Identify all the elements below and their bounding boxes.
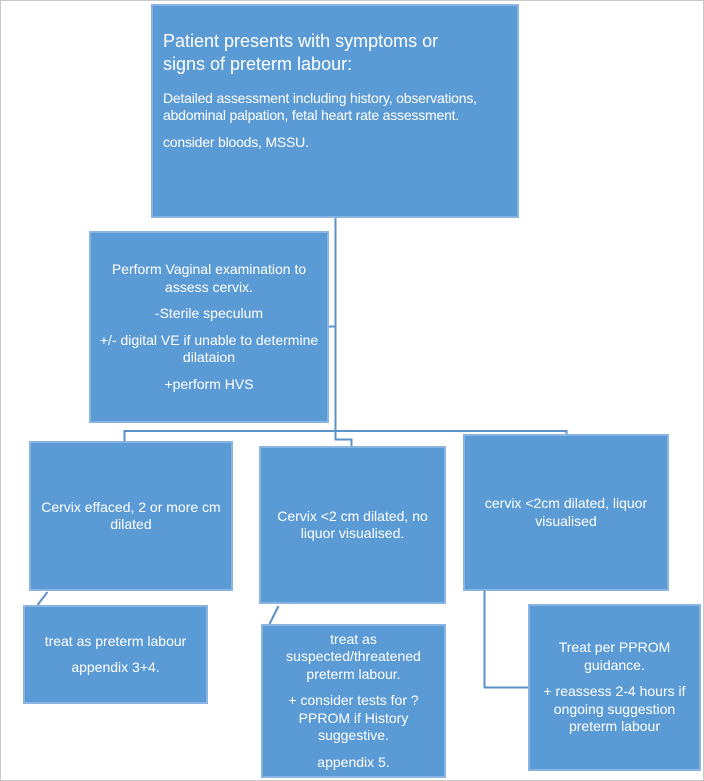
branch-cervix-effaced-box <box>29 441 233 591</box>
outcome-suspected-preterm-box <box>261 624 446 778</box>
presenting-assessment-text: Detailed assessment including history, observations, abdominal palpation, fetal heart rate assessment. <box>163 89 477 124</box>
presenting-title: Patient presents with symptoms or signs of preterm labour: <box>163 31 439 75</box>
presenting-bloods-text: consider bloods, MSSU. <box>163 133 309 150</box>
branch-liquor-visualised-box <box>463 434 669 591</box>
exam-line-3: +/- digital VE if unable to determine dilataion <box>99 331 319 365</box>
branch-no-liquor-text: Cervix <2 cm dilated, no liquor visualised. <box>277 507 428 541</box>
connector-noliquor-to-suspected <box>270 606 279 624</box>
vaginal-examination-box <box>89 231 329 423</box>
outcome-suspected-line-1: treat as suspected/threatened preterm labour. <box>286 630 421 682</box>
exam-line-4: +perform HVS <box>164 375 254 392</box>
connector-liquor-to-pprom <box>485 591 529 688</box>
outcome-pprom-line-2: + reassess 2-4 hours if ongoing suggestion preterm labour <box>543 683 686 735</box>
outcome-preterm-labour-box <box>23 605 208 704</box>
outcome-suspected-line-2: + consider tests for ?PPROM if History suggestive. <box>288 692 419 744</box>
outcome-pprom-line-1: Treat per PPROM guidance. <box>558 639 671 673</box>
branch-no-liquor-box <box>259 446 446 604</box>
presenting-symptoms-box <box>151 4 519 218</box>
outcome-preterm-line-2: appendix 3+4. <box>71 659 160 675</box>
branch-effaced-text: Cervix effaced, 2 or more cm dilated <box>41 498 221 532</box>
outcome-suspected-line-3: appendix 5. <box>317 753 390 770</box>
branch-liquor-text: cervix <2cm dilated, liquor visualised <box>484 495 648 529</box>
connector-middle-jog <box>336 431 352 447</box>
outcome-pprom-guidance-box <box>528 604 701 771</box>
exam-line-2: -Sterile speculum <box>154 305 264 321</box>
exam-line-1: Perform Vaginal examination to assess cervix. <box>111 261 307 295</box>
connector-effaced-to-preterm <box>38 592 48 605</box>
outcome-preterm-line-1: treat as preterm labour <box>44 632 187 649</box>
